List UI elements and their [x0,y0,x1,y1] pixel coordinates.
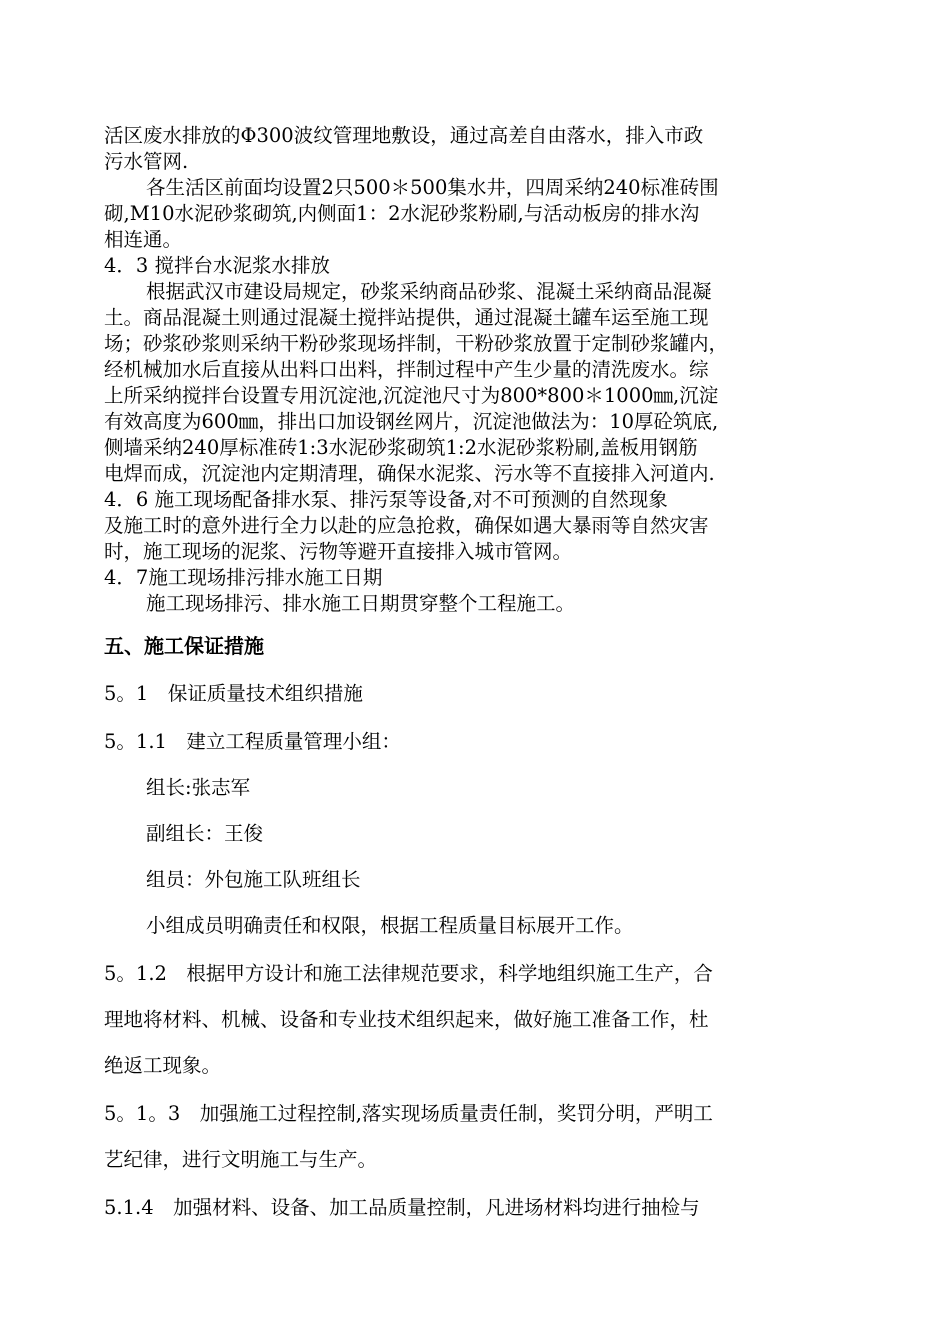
body-line: 侧墙采纳240厚标准砖1:3水泥砂浆砌筑1:2水泥砂浆粉刷,盖板用钢筋 [104,436,698,459]
paragraph-start: 各生活区前面均设置2只500＊500集水井，四周采纳240标准砖围 [146,176,719,199]
team-duty: 小组成员明确责任和权限，根据工程质量目标展开工作。 [146,914,634,937]
body-line: 有效高度为600㎜，排出口加设钢丝网片，沉淀池做法为：10厚砼筑底, [104,410,719,433]
body-line: 场；砂浆砂浆则采纳干粉砂浆现场拌制，干粉砂浆放置于定制砂浆罐内， [104,332,729,355]
paragraph-start: 施工现场排污、排水施工日期贯穿整个工程施工。 [146,592,576,615]
body-line: 砌,M10水泥砂浆砌筑,内侧面1：2水泥砂浆粉刷,与活动板房的排水沟 [104,202,700,225]
body-line: 土。商品混凝土则通过混凝土搅拌站提供，通过混凝土罐车运至施工现 [104,306,709,329]
subsection-5-1-2-line: 5。1.2 根据甲方设计和施工法律规范要求，科学地组织施工生产，合 [104,962,713,985]
subsection-title-5-1-1: 5。1.1 建立工程质量管理小组： [104,730,401,753]
subsection-5-1-2-line: 理地将材料、机械、设备和专业技术组织起来，做好施工准备工作，杜 [104,1008,709,1031]
body-line: 污水管网. [104,150,189,173]
body-line: 及施工时的意外进行全力以赴的应急抢救，确保如遇大暴雨等自然灾害 [104,514,709,537]
subsection-5-1-3-line: 5。1。3 加强施工过程控制,落实现场质量责任制，奖罚分明，严明工 [104,1102,713,1125]
subsection-5-1-4-line: 5.1.4 加强材料、设备、加工品质量控制，凡进场材料均进行抽检与 [104,1196,700,1219]
team-deputy: 副组长：王俊 [146,822,264,845]
body-line: 电焊而成，沉淀池内定期清理，确保水泥浆、污水等不直接排入河道内. [104,462,715,485]
subsection-title-4-7: 4．7施工现场排污排水施工日期 [104,566,383,589]
section-heading-5: 五、施工保证措施 [104,634,264,658]
subsection-5-1-3-line: 艺纪律，进行文明施工与生产。 [104,1148,378,1171]
subsection-title-4-6: 4．6 施工现场配备排水泵、排污泵等设备,对不可预测的自然现象 [104,488,668,511]
body-line: 上所采纳搅拌台设置专用沉淀池,沉淀池尺寸为800*800＊1000㎜,沉淀 [104,384,719,407]
paragraph-start: 根据武汉市建设局规定，砂浆采纳商品砂浆、混凝土采纳商品混凝 [146,280,712,303]
team-members: 组员：外包施工队班组长 [146,868,361,891]
body-line: 时，施工现场的泥浆、污物等避开直接排入城市管网。 [104,540,573,563]
body-line: 活区废水排放的Φ300波纹管理地敷设，通过高差自由落水，排入市政 [104,124,704,147]
team-leader: 组长:张志军 [146,776,251,799]
subsection-title-5-1: 5。1 保证质量技术组织措施 [104,682,363,705]
subsection-title-4-3: 4．3 搅拌台水泥浆水排放 [104,254,331,277]
body-line: 相连通。 [104,228,183,251]
body-line: 经机械加水后直接从出料口出料，拌制过程中产生少量的清洗废水。综 [104,358,709,381]
subsection-5-1-2-line: 绝返工现象。 [104,1054,222,1077]
